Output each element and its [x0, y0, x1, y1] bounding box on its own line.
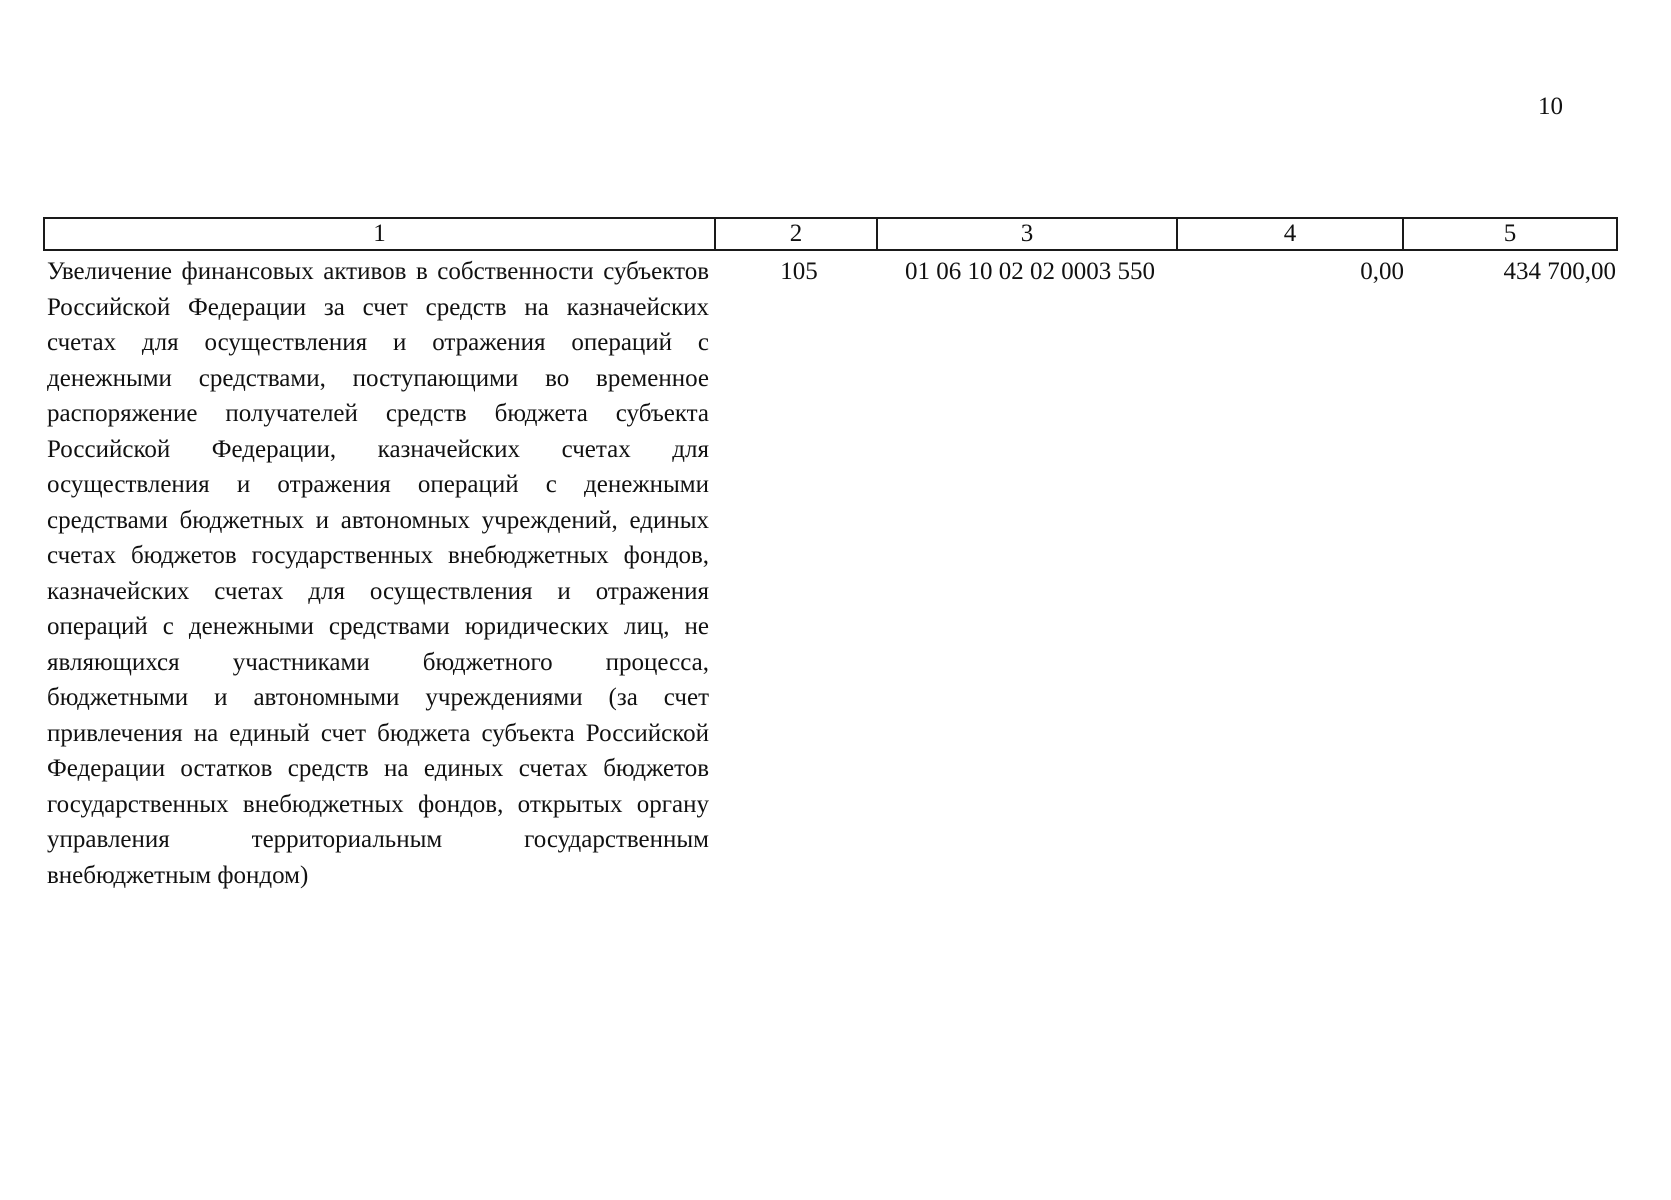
table-header-row [43, 217, 1618, 251]
header-cell-5: 5 [1503, 220, 1517, 247]
table-row [43, 254, 1618, 893]
header-cell-1: 1 [45, 219, 716, 249]
page-number: 10 [1538, 93, 1563, 120]
row-description: Увеличение финансовых активов в собственности субъектов Российской Федерации за счет средств на казначейских счетах для осуществления и отражения операций с денежными средствами, поступающими во временное распоряжение получателей средств бюджета субъекта Российской Федерации, казначейских счетах для осуществления и отражения операций с денежными средствами бюджетных и автономных учреждений, единых счетах бюджетов государственных внебюджетных фондов, казначейских счетах для осуществления и отражения операций с денежными средствами юридических лиц, не являющихся участниками бюджетного процесса, бюджетными и автономными учреждениями (за счет привлечения на единый счет бюджета субъекта Российской Федерации остатков средств на единых счетах бюджетов государственных внебюджетных фондов, открытых органу управления территориальным государственным внебюджетным фондом) [47, 258, 709, 889]
row-value-col4: 0,00 [1360, 258, 1404, 285]
row-code: 105 [780, 258, 818, 285]
row-classification-code: 01 06 10 02 02 0003 550 [905, 258, 1155, 285]
header-cell-3: 3 [878, 219, 1178, 249]
header-cell-4: 4 [1178, 219, 1404, 249]
row-value-col5: 434 700,00 [1503, 258, 1616, 285]
header-cell-2: 2 [716, 219, 878, 249]
